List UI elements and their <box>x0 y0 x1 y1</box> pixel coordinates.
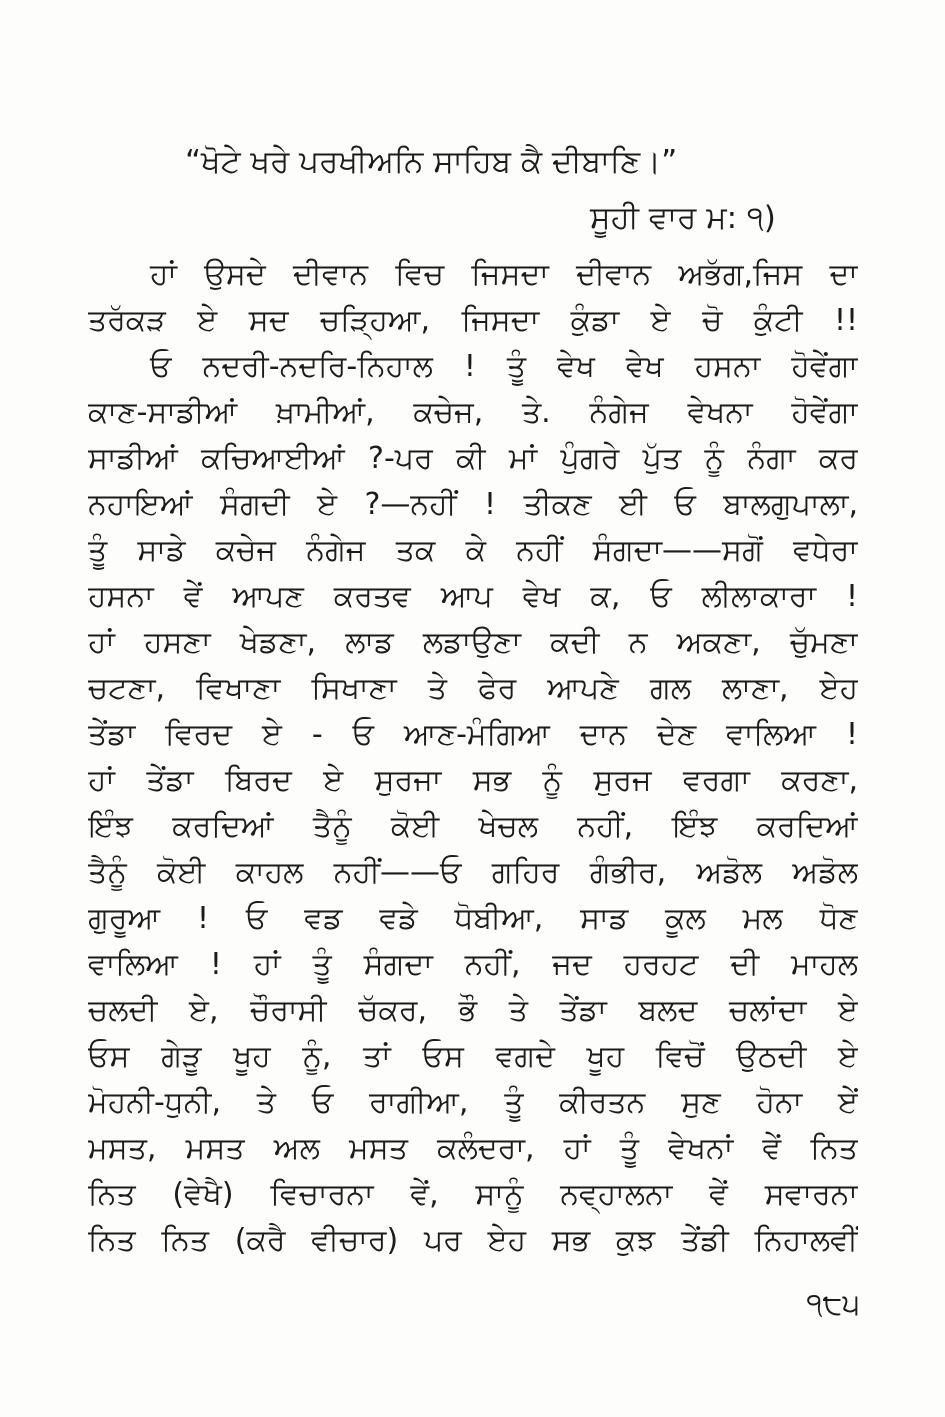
text-line: ਓ ਨਦਰੀ-ਨਦਰਿ-ਨਿਹਾਲ ! ਤੂੰ ਵੇਖ ਵੇਖ ਹਸਨਾ ਹੋਵੇਂਗਾ <box>150 349 858 384</box>
text-line: ਤਰੱਕੜ ਏ ਸਦ ਚੜ੍ਹਿਆ, ਜਿਸਦਾ ਕੁੰਡਾ ਏ ਚੋ ਕੁੰਟੀ !! <box>88 303 858 338</box>
text-line: ਤੂੰ ਸਾਡੇ ਕਚੇਜ ਨੰਗੇਜ ਤਕ ਕੇ ਨਹੀਂ ਸੰਗਦਾ——ਸਗੋਂ ਵਧੇਰਾ <box>88 533 858 568</box>
text-line: ਓਸ ਗੇੜੂ ਖੂਹ ਨੂੰ, ਤਾਂ ਓਸ ਵਗਦੇ ਖੂਹ ਵਿਚੋਂ ਉਠਦੀ ਏ <box>88 1039 858 1074</box>
text-line: ਨਹਾਇਆਂ ਸੰਗਦੀ ਏ ?—ਨਹੀਂ ! ਤੀਕਣ ਈ ਓ ਬਾਲਗੁਪਾਲਾ, <box>88 487 858 522</box>
body-text <box>88 252 858 1264</box>
text-line: ਵਾਲਿਆ ! ਹਾਂ ਤੂੰ ਸੰਗਦਾ ਨਹੀਂ, ਜਦ ਹਰਹਟ ਦੀ ਮਾਹਲ <box>88 947 858 982</box>
text-line: ਸਾਡੀਆਂ ਕਚਿਆਈਆਂ ?-ਪਰ ਕੀ ਮਾਂ ਪੁੰਗਰੇ ਪੁੱਤ ਨੂੰ ਨੰਗਾ ਕਰ <box>88 441 858 476</box>
text-line: ਤੇਂਡਾ ਵਿਰਦ ਏ - ਓ ਆਣ-ਮੰਗਿਆ ਦਾਨ ਦੇਣ ਵਾਲਿਆ ! <box>88 717 858 752</box>
text-line: ਗੁਰੂਆ ! ਓ ਵਡ ਵਡੇ ਧੋਬੀਆ, ਸਾਡ ਕੂਲ ਮਲ ਧੋਣ <box>88 901 858 936</box>
text-line: ਹਾਂ ਹਸਣਾ ਖੇਡਣਾ, ਲਾਡ ਲਡਾਉਣਾ ਕਦੀ ਨ ਅਕਣਾ, ਚੁੱਮਣਾ <box>88 625 858 660</box>
text-line: ਇੰਝ ਕਰਦਿਆਂ ਤੈਨੂੰ ਕੋਈ ਖੇਚਲ ਨਹੀਂ, ਇੰਝ ਕਰਦਿਆਂ <box>88 809 858 844</box>
text-line: ਨਿਤ (ਵੇਖੈ) ਵਿਚਾਰਨਾ ਵੇਂ, ਸਾਨੂੰ ਨਵ੍ਹਾਲਨਾ ਵੇਂ ਸਵਾਰਨਾ <box>88 1177 858 1212</box>
text-line: ਨਿਤ ਨਿਤ (ਕਰੈ ਵੀਚਾਰ) ਪਰ ਏਹ ਸਭ ਕੁਝ ਤੇਂਡੀ ਨਿਹਾਲਵੀਂ <box>88 1223 858 1258</box>
text-line: ਚਲਦੀ ਏ, ਚੌਰਾਸੀ ਚੱਕਰ, ਭੌ ਤੇ ਤੇਂਡਾ ਬਲਦ ਚਲਾਂਦਾ ਏ <box>88 993 858 1028</box>
text-line: ਮਸਤ, ਮਸਤ ਅਲ ਮਸਤ ਕਲੰਦਰਾ, ਹਾਂ ਤੂੰ ਵੇਖਨਾਂ ਵੇਂ ਨਿਤ <box>88 1131 858 1166</box>
text-line: ਹਾਂ ਉਸਦੇ ਦੀਵਾਨ ਵਿਚ ਜਿਸਦਾ ਦੀਵਾਨ ਅਭੱਗ,ਜਿਸ ਦਾ <box>150 257 858 292</box>
text-line: ਹਸਨਾ ਵੇਂ ਆਪਣ ਕਰਤਵ ਆਪ ਵੇਖ ਕ, ਓ ਲੀਲਾਕਾਰਾ ! <box>88 579 858 614</box>
text-line: ਹਾਂ ਤੇਂਡਾ ਬਿਰਦ ਏ ਸੁਰਜਾ ਸਭ ਨੂੰ ਸੁਰਜ ਵਰਗਾ ਕਰਣਾ, <box>88 763 858 798</box>
epigraph-quote: “ਖੋਟੇ ਖਰੇ ਪਰਖੀਅਨਿ ਸਾਹਿਬ ਕੈ ਦੀਬਾਣਿ।” <box>185 144 678 180</box>
text-line: ਤੈਨੂੰ ਕੋਈ ਕਾਹਲ ਨਹੀਂ——ਓ ਗਹਿਰ ਗੰਭੀਰ, ਅਡੋਲ ਅਡੋਲ <box>88 855 858 890</box>
page-number: ੧੮੫ <box>806 1287 860 1322</box>
text-line: ਕਾਣ-ਸਾਡੀਆਂ ਖ਼ਾਮੀਆਂ, ਕਚੇਜ, ਤੇ. ਨੰਗੇਜ ਵੇਖਨਾ ਹੋਵੇਂਗਾ <box>88 395 858 430</box>
epigraph-citation: ਸੂਹੀ ਵਾਰ ਮ: ੧) <box>590 200 776 236</box>
text-line: ਚਟਣਾ, ਵਿਖਾਣਾ ਸਿਖਾਣਾ ਤੇ ਫੇਰ ਆਪਣੇ ਗਲ ਲਾਣਾ, ਏਹ <box>88 671 858 706</box>
text-line: ਮੋਹਨੀ-ਧੁਨੀ, ਤੇ ਓ ਰਾਗੀਆ, ਤੂੰ ਕੀਰਤਨ ਸੁਣ ਹੋਨਾ ਏਂ <box>88 1085 858 1120</box>
